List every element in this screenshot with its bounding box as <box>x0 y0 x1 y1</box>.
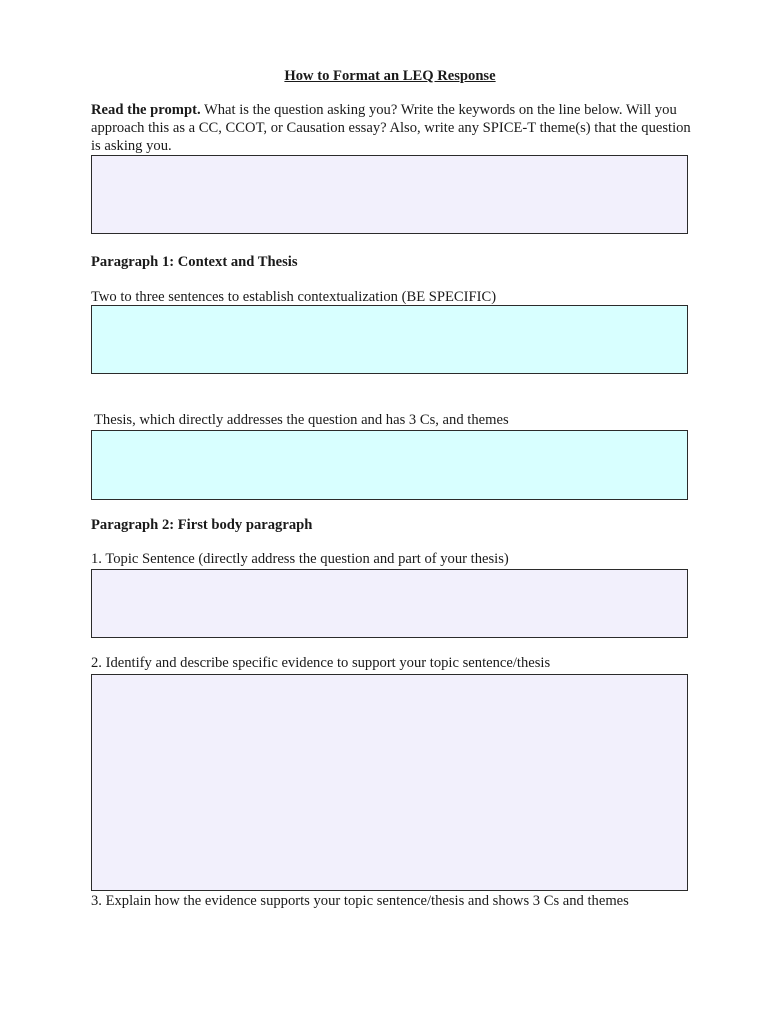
prompt-instructions <box>91 101 691 155</box>
context-response-box[interactable] <box>91 305 688 374</box>
explanation-instruction: 3. Explain how the evidence supports your topic sentence/thesis and shows 3 Cs and themes <box>91 893 629 909</box>
thesis-instruction: Thesis, which directly addresses the question and has 3 Cs, and themes <box>94 412 509 428</box>
evidence-instruction: 2. Identify and describe specific evidence to support your topic sentence/thesis <box>91 655 551 671</box>
prompt-lead: Read the prompt. <box>91 102 201 118</box>
paragraph2-heading: Paragraph 2: First body paragraph <box>91 517 313 533</box>
topic-sentence-instruction: 1. Topic Sentence (directly address the question and part of your thesis) <box>91 551 509 567</box>
paragraph1-heading: Paragraph 1: Context and Thesis <box>91 254 298 270</box>
document-title: How to Format an LEQ Response <box>284 68 496 84</box>
thesis-response-box[interactable] <box>91 430 688 500</box>
evidence-response-box[interactable] <box>91 674 688 891</box>
prompt-response-box[interactable] <box>91 155 688 234</box>
topic-sentence-response-box[interactable] <box>91 569 688 638</box>
prompt-text: What is the question asking you? Write the keywords on the line below. Will you approach this as a CC, CCOT, or Causation essay? Also, write any SPICE-T theme(s) that the question is asking you. <box>91 102 691 154</box>
context-instruction: Two to three sentences to establish contextualization (BE SPECIFIC) <box>91 289 497 305</box>
